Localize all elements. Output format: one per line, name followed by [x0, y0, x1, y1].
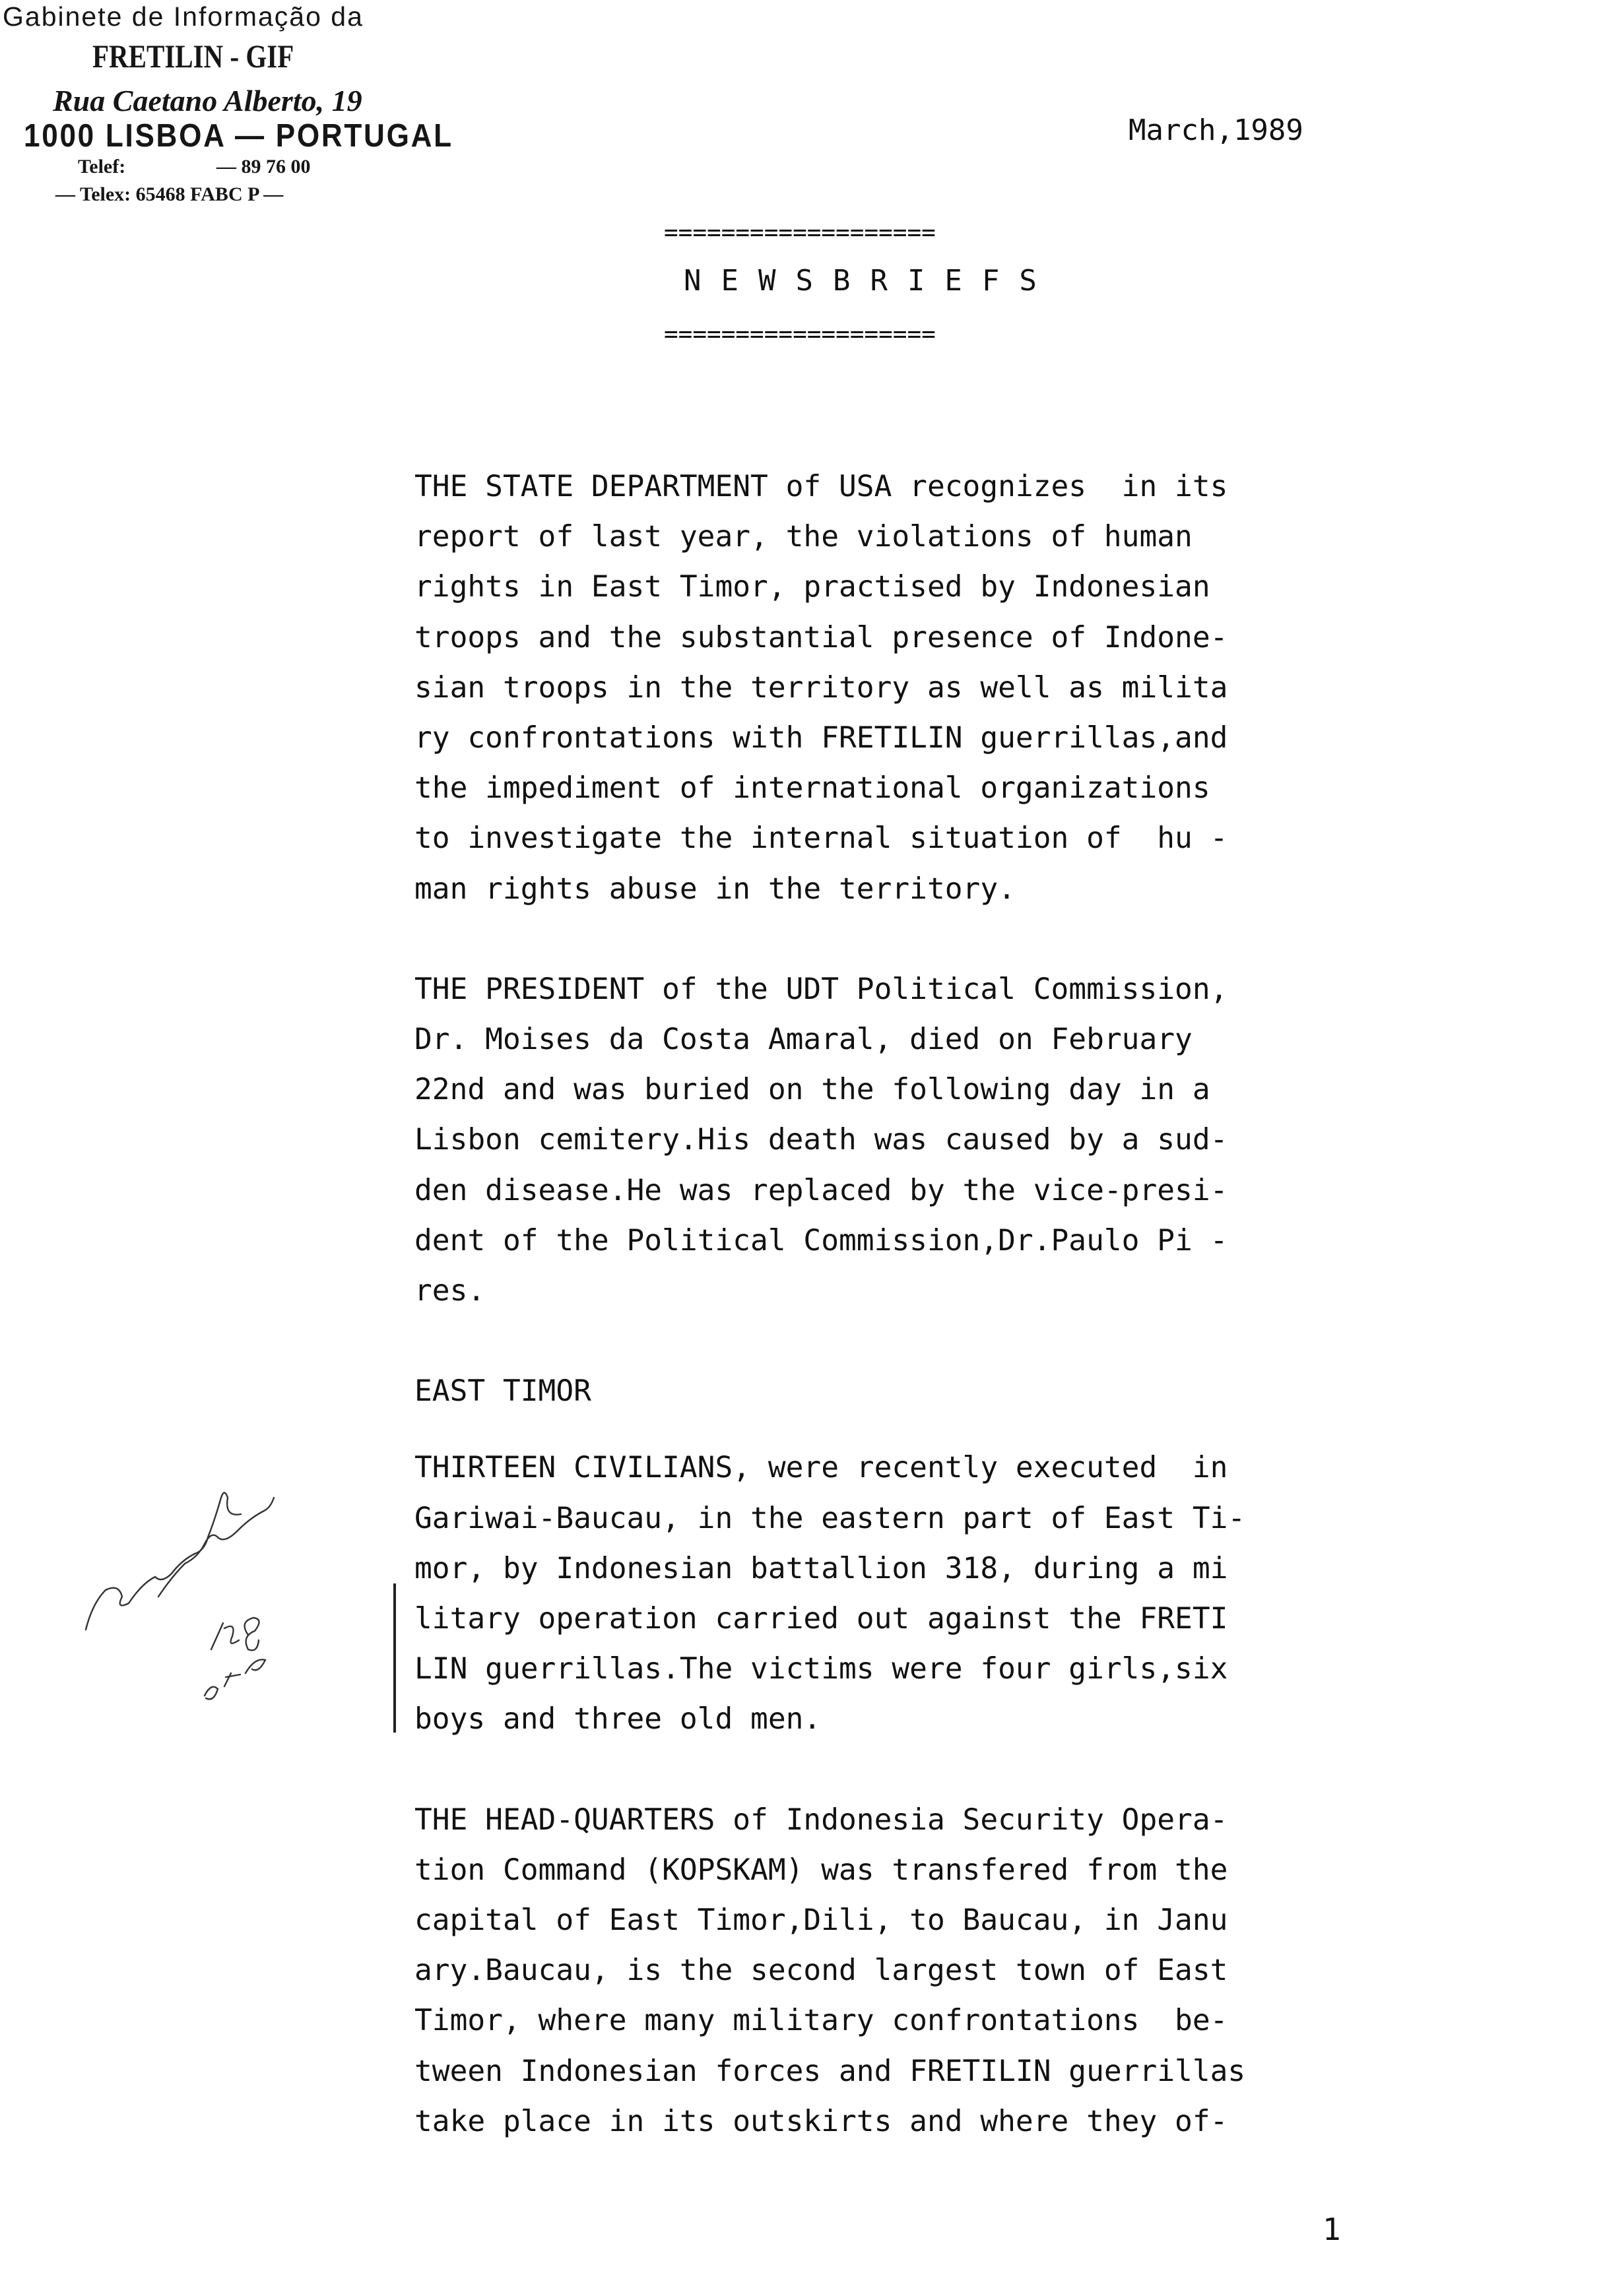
- paragraph-line: tion Command (KOPSKAM) was transfered from the: [414, 1853, 1228, 1887]
- stamp-phone-number: — 89 76 00: [216, 156, 311, 177]
- document-body: [414, 462, 1391, 2147]
- paragraph-line: boys and three old men.: [414, 1702, 822, 1737]
- paragraph-line: tween Indonesian forces and FRETILIN guerrillas: [414, 2054, 1246, 2088]
- stamp-line-office: Gabinete de Informação da: [3, 1, 364, 32]
- paragraph-line: LIN guerrillas.The victims were four girls,six: [414, 1652, 1228, 1686]
- news-paragraph: [414, 462, 1391, 914]
- paragraph-line: 22nd and was buried on the following day in a: [414, 1073, 1210, 1107]
- paragraph-line: THE STATE DEPARTMENT of USA recognizes in its: [414, 470, 1228, 503]
- stamp-line-org: FRETILIN - GIF: [92, 38, 294, 75]
- spacer: [414, 1417, 1391, 1443]
- paragraph-line: mor, by Indonesian battallion 318, during a mi: [414, 1551, 1228, 1585]
- paragraph-line: ary.Baucau, is the second largest town of East: [414, 1954, 1228, 1988]
- stamp-phone-label: Telef:: [78, 156, 126, 177]
- news-items-east-timor: [414, 1443, 1391, 2147]
- paragraph-line: THE HEAD-QUARTERS of Indonesia Security Opera-: [414, 1802, 1228, 1837]
- paragraph-line: Gariwai-Baucau, in the eastern part of East Ti-: [414, 1501, 1246, 1535]
- paragraph-gap: [414, 1745, 1391, 1795]
- stamp-line-city: 1000 LISBOA — PORTUGAL: [24, 118, 453, 154]
- paragraph-line: Dr. Moises da Costa Amaral, died on February: [414, 1023, 1193, 1057]
- paragraph-gap: [414, 914, 1391, 965]
- spacer: [414, 1316, 1391, 1366]
- stamp-line-phone: [78, 156, 311, 178]
- paragraph-line: to investigate the internal situation of hu -: [414, 821, 1228, 856]
- paragraph-line: litary operation carried out against the FRETI: [414, 1602, 1228, 1636]
- document-title: NEWSBRIEFS: [684, 264, 1057, 298]
- news-paragraph: [414, 1443, 1391, 1744]
- paragraph-line: Timor, where many military confrontations be-: [414, 2004, 1228, 2038]
- title-rule-bottom: ===================: [664, 321, 936, 348]
- paragraph-line: THIRTEEN CIVILIANS, were recently executed in: [414, 1451, 1228, 1485]
- news-items-general: [414, 462, 1391, 1316]
- stamp-line-telex: — Telex: 65468 FABC P —: [55, 183, 284, 205]
- paragraph-line: den disease.He was replaced by the vice-presi-: [414, 1173, 1228, 1207]
- handwritten-margin-note: [59, 1478, 403, 1755]
- paragraph-line: dent of the Political Commission,Dr.Paulo Pi -: [414, 1223, 1228, 1258]
- paragraph-line: troops and the substantial presence of Indone-: [414, 620, 1228, 654]
- document-date: March,1989: [1129, 113, 1303, 147]
- paragraph-line: rights in East Timor, practised by Indonesian: [414, 570, 1210, 604]
- paragraph-line: res.: [414, 1274, 486, 1308]
- letterhead-stamp: [0, 0, 453, 218]
- paragraph-line: take place in its outskirts and where they of-: [414, 2104, 1228, 2138]
- news-paragraph: [414, 965, 1391, 1316]
- title-rule-top: ===================: [664, 219, 936, 246]
- paragraph-line: THE PRESIDENT of the UDT Political Commission,: [414, 972, 1228, 1006]
- section-heading: EAST TIMOR: [414, 1374, 591, 1409]
- paragraph-line: report of last year, the violations of human: [414, 520, 1193, 554]
- page-number: 1: [1323, 2212, 1341, 2247]
- news-paragraph: [414, 1795, 1391, 2147]
- paragraph-line: Lisbon cemitery.His death was caused by a sud-: [414, 1123, 1228, 1157]
- stamp-line-street: Rua Caetano Alberto, 19: [53, 84, 362, 117]
- paragraph-line: sian troops in the territory as well as milita: [414, 670, 1228, 705]
- paragraph-line: capital of East Timor,Dili, to Baucau, in Janu: [414, 1903, 1228, 1938]
- paragraph-line: ry confrontations with FRETILIN guerrillas,and: [414, 721, 1228, 755]
- paragraph-line: the impediment of international organizations: [414, 771, 1210, 806]
- paragraph-line: man rights abuse in the territory.: [414, 872, 1016, 906]
